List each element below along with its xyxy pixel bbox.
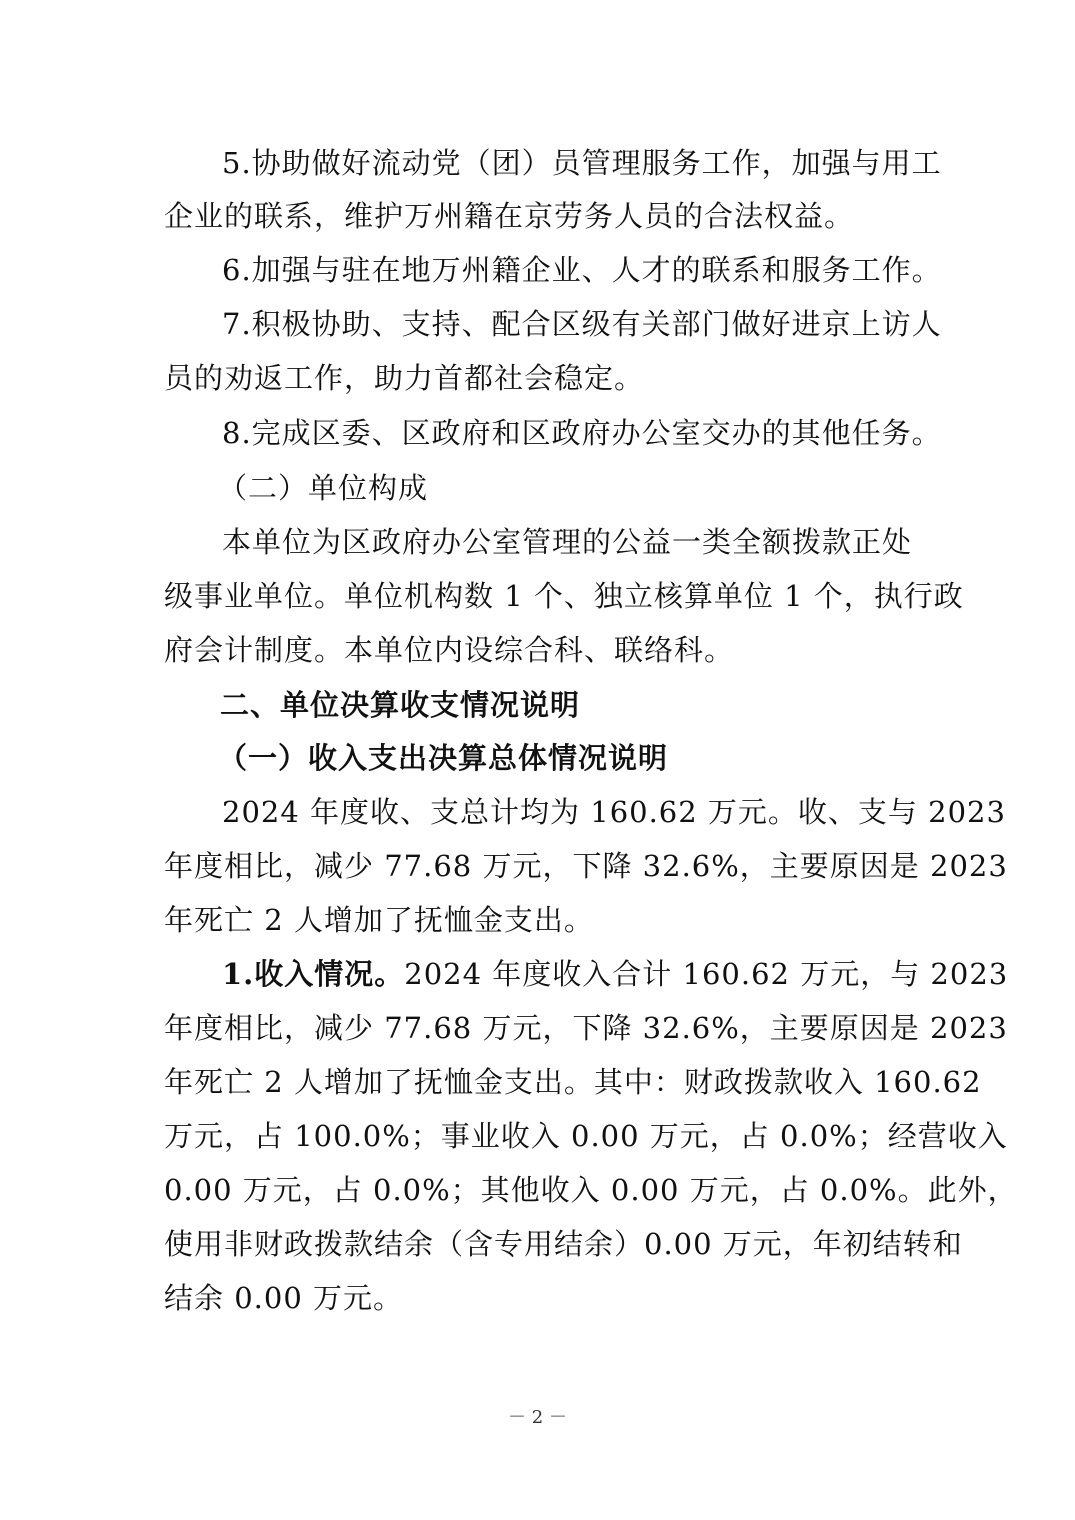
paragraph-line: 年度相比，减少 77.68 万元，下降 32.6%，主要原因是 2023 bbox=[164, 1011, 1008, 1045]
chapter-heading: 二、单位决算收支情况说明 bbox=[220, 688, 581, 722]
paragraph-line: 万元，占 100.0%；事业收入 0.00 万元，占 0.0%；经营收入 bbox=[164, 1119, 1008, 1153]
income-paragraph-first-line bbox=[222, 954, 1009, 994]
paragraph-line: 员的劝返工作，助力首都社会稳定。 bbox=[164, 361, 645, 395]
paragraph-line: 5.协助做好流动党（团）员管理服务工作，加强与用工 bbox=[222, 146, 942, 180]
paragraph-line: 年死亡 2 人增加了抚恤金支出。其中：财政拨款收入 160.62 bbox=[164, 1065, 982, 1099]
section-heading-unit: （二）单位构成 bbox=[218, 471, 429, 505]
paragraph-line: 本单位为区政府办公室管理的公益一类全额拨款正处 bbox=[222, 525, 913, 559]
paragraph-line: 年死亡 2 人增加了抚恤金支出。 bbox=[164, 903, 594, 937]
subsection-heading: （一）收入支出决算总体情况说明 bbox=[218, 741, 669, 775]
paragraph-line: 结余 0.00 万元。 bbox=[164, 1281, 404, 1315]
paragraph-line: 2024 年度收、支总计均为 160.62 万元。收、支与 2023 bbox=[222, 795, 1006, 829]
paragraph-line: 0.00 万元，占 0.0%；其他收入 0.00 万元，占 0.0%。此外， bbox=[164, 1173, 1018, 1207]
paragraph-line: 年度相比，减少 77.68 万元，下降 32.6%，主要原因是 2023 bbox=[164, 849, 1008, 883]
paragraph-line: 府会计制度。本单位内设综合科、联络科。 bbox=[164, 633, 735, 667]
paragraph-line: 使用非财政拨款结余（含专用结余）0.00 万元，年初结转和 bbox=[164, 1227, 963, 1261]
paragraph-line: 企业的联系，维护万州籍在京劳务人员的合法权益。 bbox=[164, 199, 855, 233]
paragraph-line: 7.积极协助、支持、配合区级有关部门做好进京上访人 bbox=[222, 307, 942, 341]
income-first-line-text: 2024 年度收入合计 160.62 万元，与 2023 bbox=[404, 957, 1009, 991]
page-number: － 2 － bbox=[508, 1407, 567, 1428]
paragraph-line: 8.完成区委、区政府和区政府办公室交办的其他任务。 bbox=[222, 416, 942, 450]
paragraph-line: 6.加强与驻在地万州籍企业、人才的联系和服务工作。 bbox=[222, 253, 942, 287]
income-label: 1.收入情况。 bbox=[222, 957, 405, 991]
paragraph-line: 级事业单位。单位机构数 1 个、独立核算单位 1 个，执行政 bbox=[164, 579, 964, 613]
